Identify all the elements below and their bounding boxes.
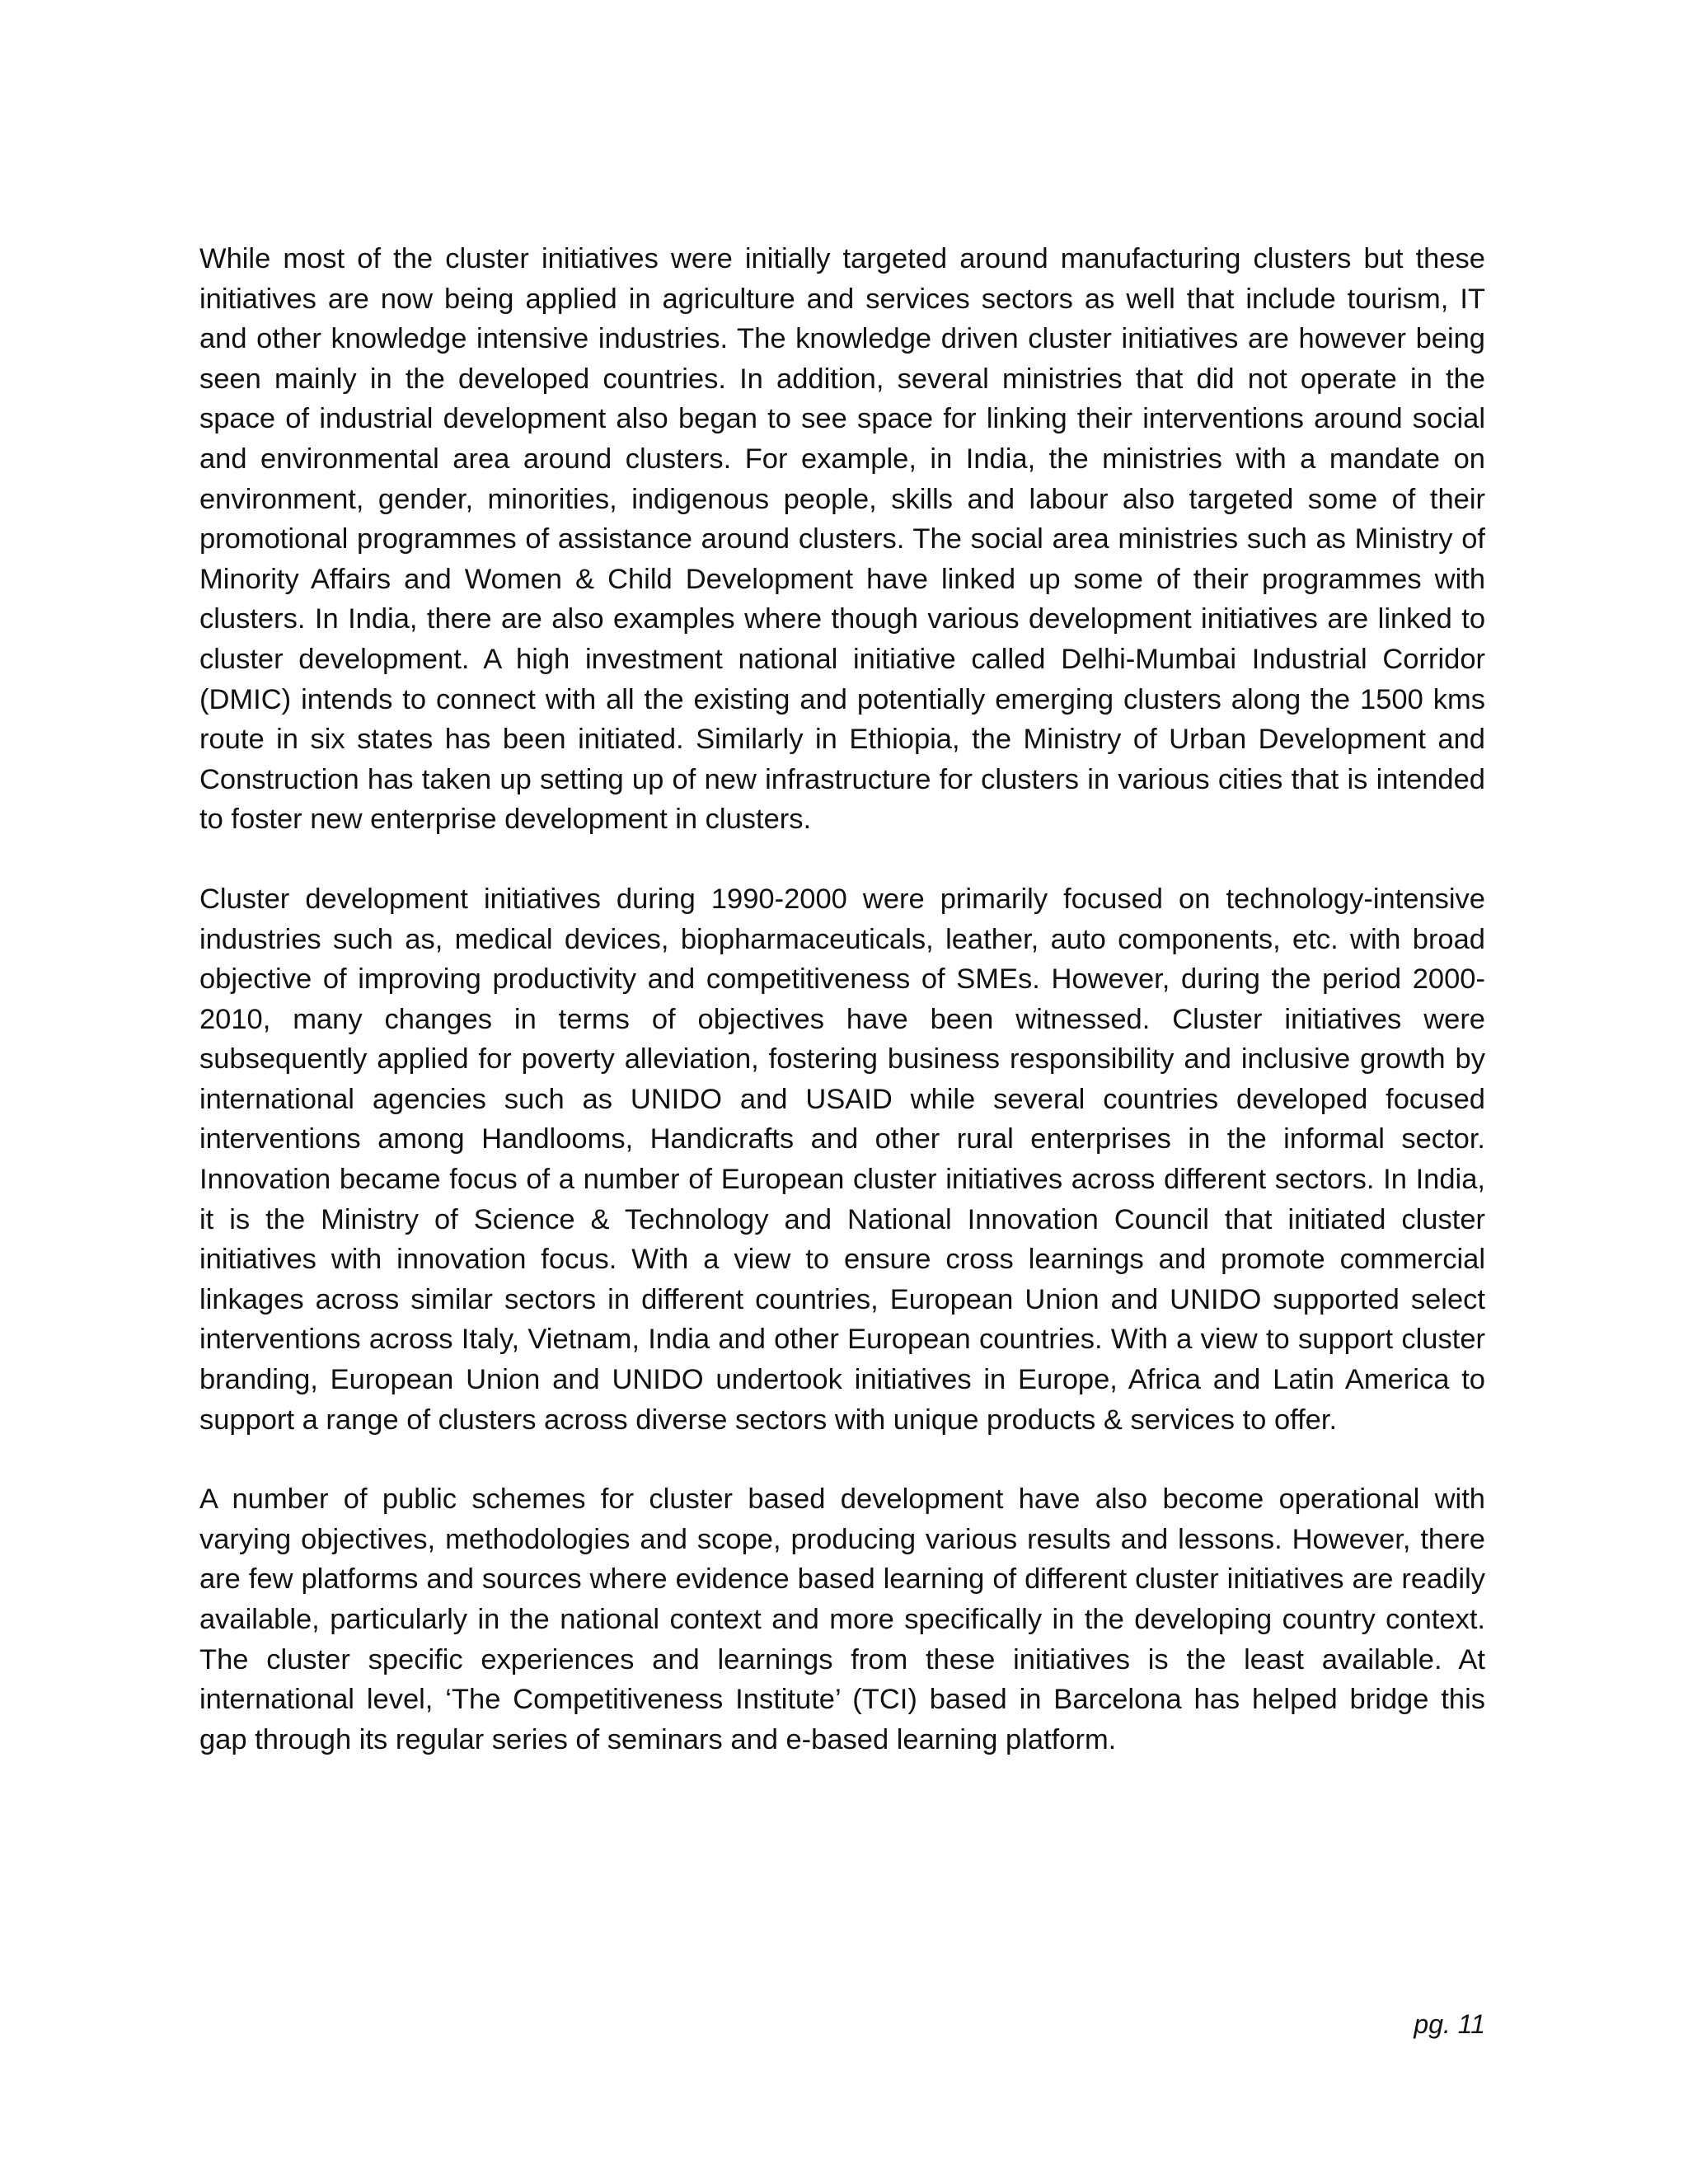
paragraph-1: While most of the cluster initiatives were initially targeted around manufacturing clusters but these initiatives are now being applied in agriculture and services sectors as well that include tourism, IT and other knowledge intensive industries. The knowledge driven cluster initiatives are however being seen mainly in the developed countries. In addition, several ministries that did not operate in the space of industrial development also began to see space for linking their interventions around social and environmental area around clusters. For example, in India, the ministries with a mandate on environment, gender, minorities, indigenous people, skills and labour also targeted some of their promotional programmes of assistance around clusters. The social area ministries such as Ministry of Minority Affairs and Women & Child Development have linked up some of their programmes with clusters. In India, there are also examples where though various development initiatives are linked to cluster development. A high investment national initiative called Delhi-Mumbai Industrial Corridor (DMIC) intends to connect with all the existing and potentially emerging clusters along the 1500 kms route in six states has been initiated. Similarly in Ethiopia, the Ministry of Urban Development and Construction has taken up setting up of new infrastructure for clusters in various cities that is intended to foster new enterprise development in clusters. [199, 243, 1485, 836]
paragraph-2: Cluster development initiatives during 1990-2000 were primarily focused on technology-intensive industries such as, medical devices, biopharmaceuticals, leather, auto components, etc. with broad objective of improving productivity and competitiveness of SMEs. However, during the period 2000-2010, many changes in terms of objectives have been witnessed. Cluster initiatives were subsequently applied for poverty alleviation, fostering business responsibility and inclusive growth by international agencies such as UNIDO and USAID while several countries developed focused interventions among Handlooms, Handicrafts and other rural enterprises in the informal sector. Innovation became focus of a number of European cluster initiatives across different sectors. In India, it is the Ministry of Science & Technology and National Innovation Council that initiated cluster initiatives with innovation focus. With a view to ensure cross learnings and promote commercial linkages across similar sectors in different countries, European Union and UNIDO supported select interventions across Italy, Vietnam, India and other European countries. With a view to support cluster branding, European Union and UNIDO undertook initiatives in Europe, Africa and Latin America to support a range of clusters across diverse sectors with unique products & services to offer. [199, 883, 1485, 1436]
page-number: pg. 11 [1414, 2009, 1485, 2039]
body-text [199, 239, 1485, 1760]
paragraph-3: A number of public schemes for cluster based development have also become operational with varying objectives, methodologies and scope, producing various results and lessons. However, there are few platforms and sources where evidence based learning of different cluster initiatives are readily available, particularly in the national context and more specifically in the developing country context. The cluster specific experiences and learnings from these initiatives is the least available. At international level, ‘The Competitiveness Institute’ (TCI) based in Barcelona has helped bridge this gap through its regular series of seminars and e-based learning platform. [199, 1483, 1485, 1755]
